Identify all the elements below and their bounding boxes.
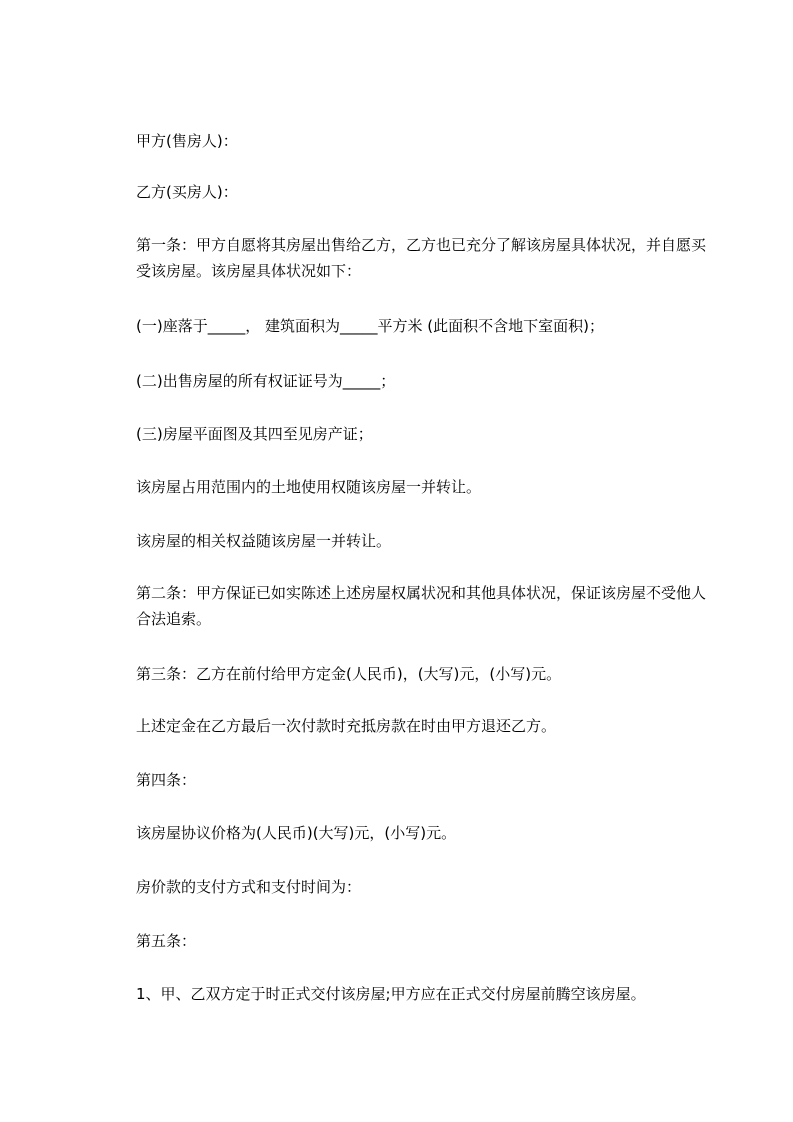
article-1-paragraph: 第一条：甲方自愿将其房屋出售给乙方，乙方也已充分了解该房屋具体状况，并自愿买受该房屋。该房屋具体状况如下： <box>136 236 707 280</box>
delivery-paragraph: 1、甲、乙双方定于时正式交付该房屋;甲方应在正式交付房屋前腾空该房屋。 <box>136 985 646 1003</box>
party-a-line: 甲方(售房人)： <box>136 132 238 150</box>
item-2-certificate: (二)出售房屋的所有权证证号为_____； <box>136 372 396 390</box>
item-3-floor-plan: (三)房屋平面图及其四至见房产证； <box>136 425 373 443</box>
rights-paragraph: 该房屋的相关权益随该房屋一并转让。 <box>136 532 392 550</box>
party-b-line: 乙方(买房人)： <box>136 183 238 201</box>
article-4-heading: 第四条： <box>136 771 197 789</box>
article-3-paragraph: 第三条：乙方在前付给甲方定金(人民币)，(大写)元，(小写)元。 <box>136 665 562 683</box>
land-use-paragraph: 该房屋占用范围内的土地使用权随该房屋一并转让。 <box>136 478 482 496</box>
payment-method-paragraph: 房价款的支付方式和支付时间为： <box>136 878 362 896</box>
article-5-heading: 第五条： <box>136 932 197 950</box>
article-2-paragraph: 第二条：甲方保证已如实陈述上述房屋权属状况和其他具体状况，保证该房屋不受他人合法追索。 <box>136 584 707 628</box>
item-1-location: (一)座落于_____， 建筑面积为_____平方米 (此面积不含地下室面积)； <box>136 317 604 335</box>
price-paragraph: 该房屋协议价格为(人民币)(大写)元，(小写)元。 <box>136 824 457 842</box>
deposit-paragraph: 上述定金在乙方最后一次付款时充抵房款在时由甲方退还乙方。 <box>136 717 557 735</box>
